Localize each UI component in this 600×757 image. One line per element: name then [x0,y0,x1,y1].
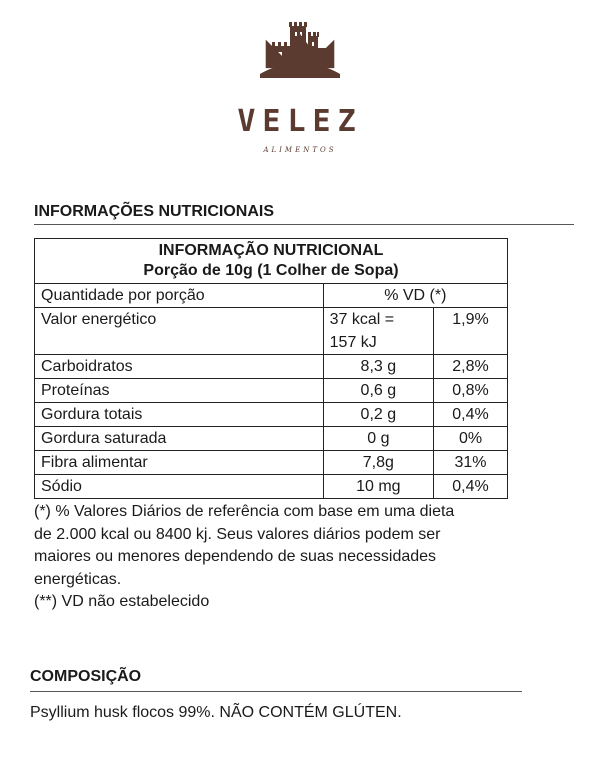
nutrition-section-title: INFORMAÇÕES NUTRICIONAIS [34,203,274,220]
footnotes [34,501,579,614]
nutrient-value: 7,8g [323,451,433,475]
crown-icon [260,18,340,84]
table-row [35,379,508,403]
nutrient-vd: 2,8% [434,355,508,379]
nutrient-value: 10 mg [323,475,433,499]
energy-kcal: 37 kcal = [329,311,395,328]
nutrient-vd: 0,4% [434,475,508,499]
nutrient-label: Gordura totais [35,403,324,427]
footnote-line: energéticas. [34,570,122,588]
energy-label: Valor energético [35,308,324,355]
nutrient-value: 0,6 g [323,379,433,403]
table-title-cell [35,239,508,284]
brand-tagline: ALIMENTOS [263,146,337,154]
table-row [35,475,508,499]
table-row [35,355,508,379]
footnote-line: maiores ou menores dependendo de suas necessidades [34,548,437,565]
nutrient-label: Fibra alimentar [35,451,324,475]
table-column-header [35,284,508,308]
nutrition-divider [34,224,574,225]
nutrient-value: 0,2 g [323,403,433,427]
nutrient-value: 8,3 g [323,355,433,379]
nutrient-vd: 0% [434,427,508,451]
composition-divider [30,691,522,692]
nutrient-label: Gordura saturada [35,427,324,451]
nutrient-label: Sódio [35,475,324,499]
table-header [35,239,508,284]
nutrient-label: Proteínas [35,379,324,403]
table-row [35,427,508,451]
energy-kj: 157 kJ [329,334,377,351]
table-row [35,403,508,427]
table-title: INFORMAÇÃO NUTRICIONAL [158,242,384,259]
brand-logo [237,18,363,154]
brand-name: VELEZ [237,104,363,139]
table-row [35,451,508,475]
composition-text: Psyllium husk flocos 99%. NÃO CONTÉM GLÚTEN. [30,704,402,721]
table-row [35,308,508,355]
quantity-header: Quantidade por porção [35,284,324,308]
nutrient-label: Carboidratos [35,355,324,379]
footnote-line: (**) VD não estabelecido [34,593,210,610]
energy-value [323,308,433,355]
footnote-line: de 2.000 kcal ou 8400 kj. Seus valores diários podem ser [34,525,441,543]
nutrient-vd: 0,8% [434,379,508,403]
footnote-line: (*) % Valores Diários de referência com base em uma dieta [34,503,455,520]
nutrient-vd: 0,4% [434,403,508,427]
nutrition-table [34,238,508,499]
vd-header: % VD (*) [323,284,507,308]
table-portion: Porção de 10g (1 Colher de Sopa) [143,262,399,279]
nutrient-vd: 31% [434,451,508,475]
energy-vd: 1,9% [434,308,508,355]
composition-section-title: COMPOSIÇÃO [30,668,142,685]
nutrient-value: 0 g [323,427,433,451]
